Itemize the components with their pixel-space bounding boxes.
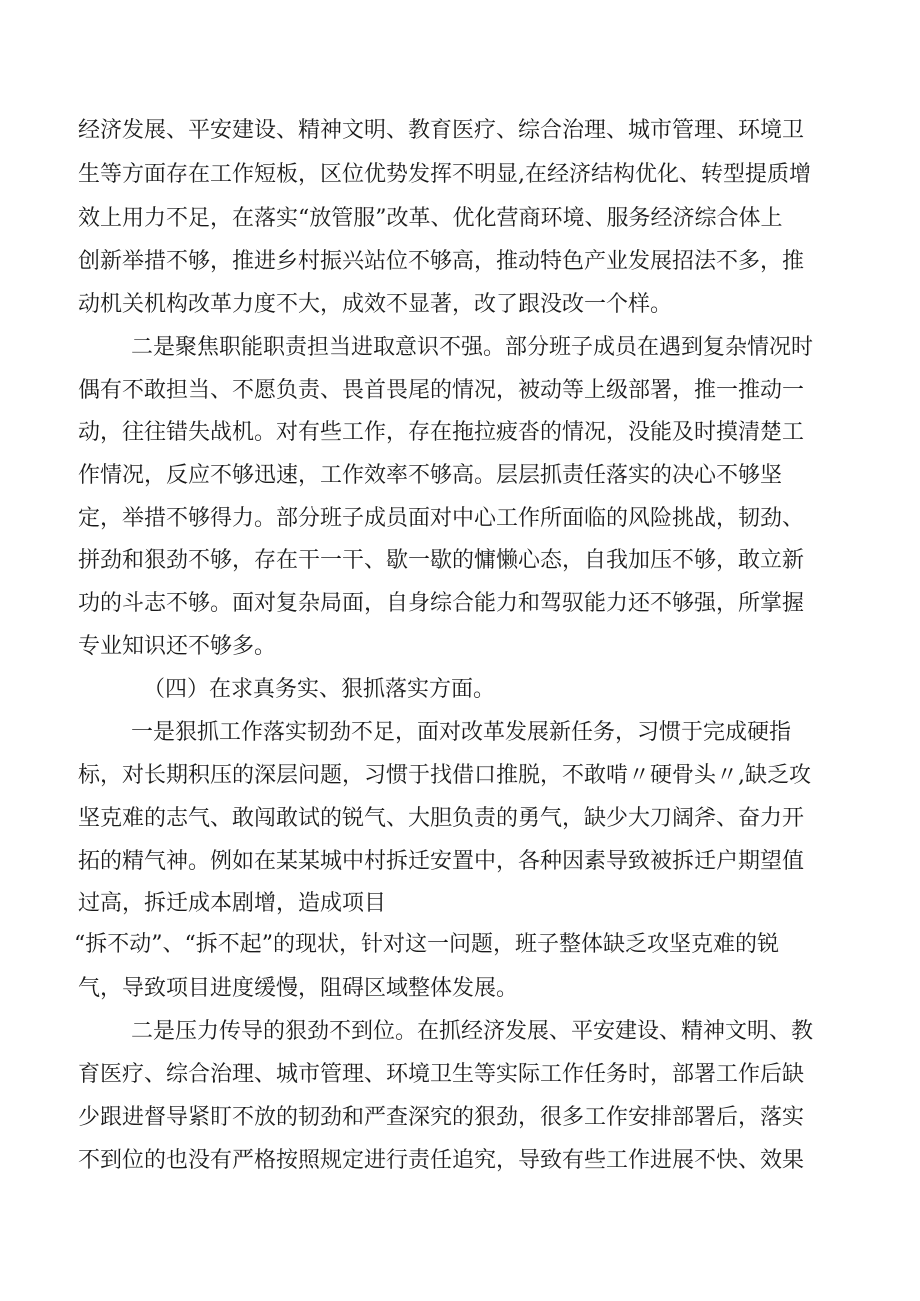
text-line: 一是狠抓工作落实韧劲不足，面对改革发展新任务，习惯于完成硬指 [131,720,792,745]
text-line: 定，举措不够得力。部分班子成员面对中心工作所面临的风险挑战，韧劲、 [78,506,805,531]
text-line: 不到位的也没有严格按照规定进行责任追究，导致有些工作进展不快、效果 [78,1148,805,1173]
text-line: 创新举措不够，推进乡村振兴站位不够高，推动特色产业发展招法不多，推 [78,249,805,274]
text-line: 专业知识还不够多。 [78,634,277,659]
text-line: 气，导致项目进度缓慢，阻碍区域整体发展。 [78,976,519,1001]
text-line: 动机关机构改革力度不大，成效不显著，改了跟没改一个样。 [78,292,673,317]
text-line: 坚克难的志气、敢闯敢试的锐气、大胆负责的勇气，缺少大刀阔斧、奋力开 [78,806,805,831]
text-line: 经济发展、平安建设、精神文明、教育医疗、综合治理、城市管理、环境卫 [78,118,805,143]
text-line: 标，对长期积压的深层问题，习惯于找借口推脱，不敢啃〃硬骨头〃,缺乏攻 [78,763,811,788]
text-line: 拓的精气神。例如在某某城中村拆迁安置中，各种因素导致被拆迁户期望值 [78,849,805,874]
text-line: 少跟进督导紧盯不放的韧劲和严查深究的狠劲，很多工作安排部署后，落实 [78,1105,805,1130]
text-line: 过高，拆迁成本剧增，造成项目 [78,891,387,916]
text-line: 二是压力传导的狠劲不到位。在抓经济发展、平安建设、精神文明、教 [131,1019,814,1044]
text-line: 功的斗志不够。面对复杂局面，自身综合能力和驾驭能力还不够强，所掌握 [78,591,805,616]
text-line: “拆不动”、“拆不起”的现状，针对这一问题，班子整体缺乏攻坚克难的锐 [74,932,779,957]
text-line: 偶有不敢担当、不愿负责、畏首畏尾的情况，被动等上级部署，推一推动一 [78,378,805,403]
text-line: 二是聚焦职能职责担当进取意识不强。部分班子成员在遇到复杂情况时 [131,335,814,360]
text-line: 拼劲和狠劲不够，存在干一干、歇一歇的慵懒心态，自我加压不够，敢立新 [78,548,805,573]
section-heading: （四）在求真务实、狠抓落实方面。 [143,677,496,702]
text-line: 作情况，反应不够迅速，工作效率不够高。层层抓责任落实的决心不够坚 [78,463,783,488]
text-line: 效上用力不足，在落实“放管服”改革、优化营商环境、服务经济综合体上 [78,206,783,231]
text-line: 生等方面存在工作短板，区位优势发挥不明显,在经济结构优化、转型提质增 [78,162,811,187]
text-line: 动，往往错失战机。对有些工作，存在拖拉疲沓的情况，没能及时摸清楚工 [78,420,805,445]
text-line: 育医疗、综合治理、城市管理、环境卫生等实际工作任务时，部署工作后缺 [78,1062,805,1087]
